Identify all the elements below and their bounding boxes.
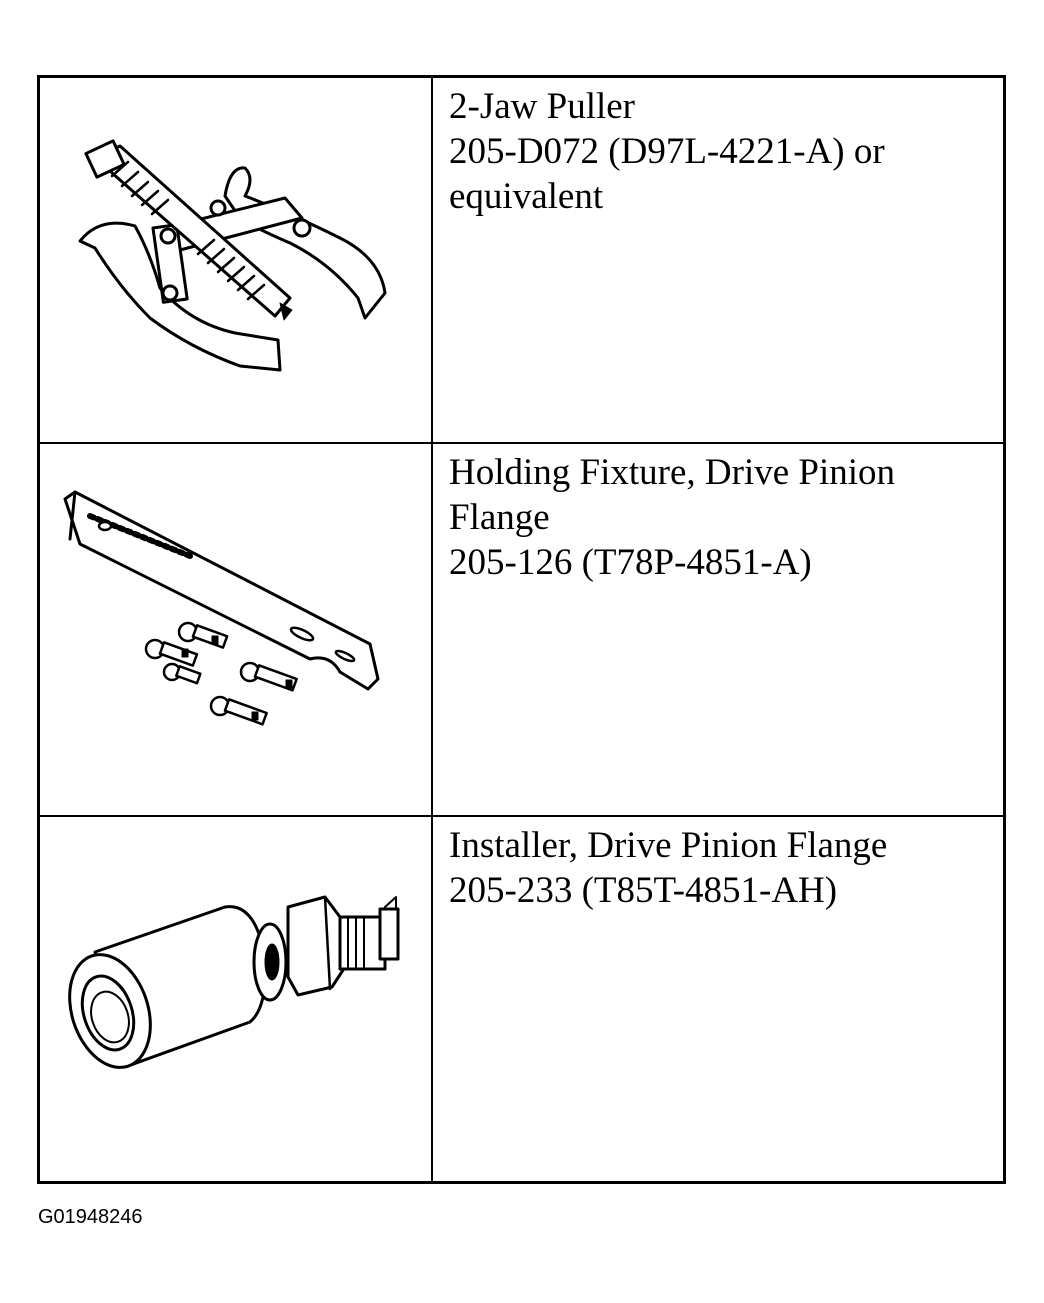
installer-image-cell [40, 817, 433, 1181]
puller-name: 2-Jaw Puller [449, 86, 635, 127]
figure-id: G01948246 [38, 1206, 143, 1228]
puller-description [435, 78, 1003, 442]
tool-row-puller [40, 78, 1003, 444]
fixture-description [435, 444, 1003, 815]
tool-row-holding-fixture [40, 444, 1003, 817]
holding-fixture-illustration [40, 444, 433, 817]
installer-description [435, 817, 1003, 1181]
installer-name: Installer, Drive Pinion Flange [449, 825, 888, 866]
puller-note: equivalent [449, 176, 604, 217]
special-tools-table [37, 75, 1006, 1184]
fixture-name-cont: Flange [449, 497, 550, 538]
fixture-name: Holding Fixture, Drive Pinion [449, 452, 896, 493]
puller-part-number: 205-D072 (D97L-4221-A) or [449, 131, 885, 172]
tool-row-installer [40, 817, 1003, 1181]
puller-image-cell [40, 78, 433, 442]
fixture-part-number: 205-126 (T78P-4851-A) [449, 542, 812, 583]
installer-part-number: 205-233 (T85T-4851-AH) [449, 870, 838, 911]
two-jaw-puller-illustration [40, 78, 433, 444]
flange-installer-illustration [40, 817, 433, 1181]
fixture-image-cell [40, 444, 433, 815]
